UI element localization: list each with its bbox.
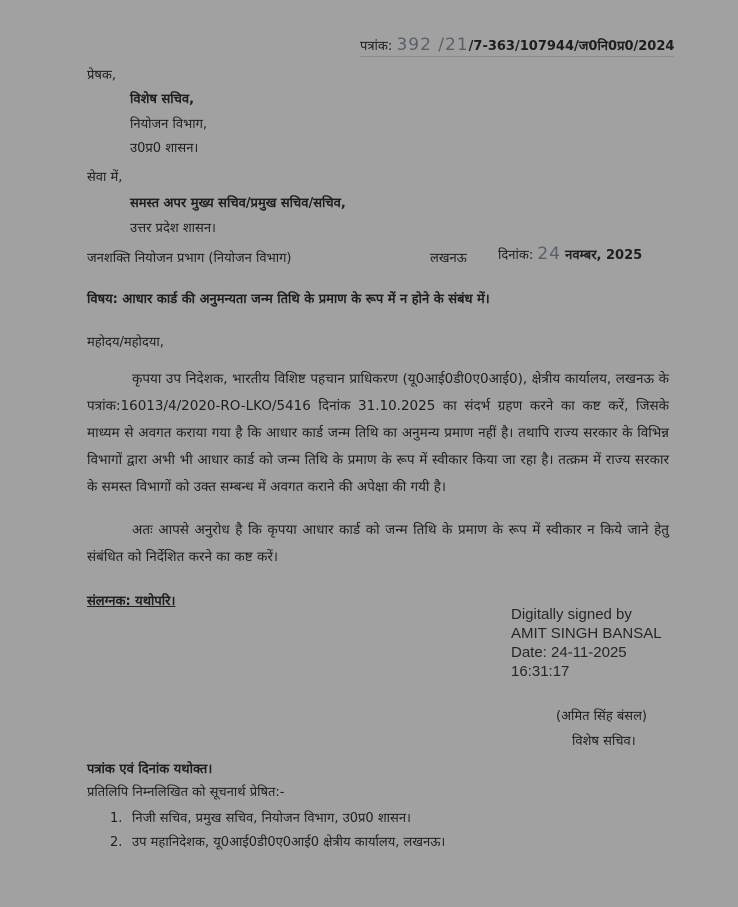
salutation: महोदय/महोदया, <box>87 335 164 350</box>
copy-item-1 <box>110 808 411 826</box>
recipient-line-1: समस्त अपर मुख्य सचिव/प्रमुख सचिव/सचिव, <box>130 196 346 211</box>
recipient-line-2: उत्तर प्रदेश शासन। <box>130 221 216 236</box>
letter-number <box>360 35 674 57</box>
digital-signature-line-1: Digitally signed by <box>511 606 632 623</box>
copy-item-2-number: 2. <box>110 835 123 850</box>
date-label: दिनांक: <box>498 248 534 263</box>
copy-item-1-number: 1. <box>110 811 123 826</box>
letter-number-label: पत्रांक: <box>360 39 393 54</box>
signatory-designation: विशेष सचिव। <box>572 734 636 749</box>
body-paragraph-2-text: अतः आपसे अनुरोध है कि कृपया आधार कार्ड को जन्म तिथि के प्रमाण के रूप में स्वीकार न किये जाने हेतु संबंधित को निर्देशित करने का कष्ट करें। <box>87 522 669 565</box>
body-paragraph-1 <box>87 366 669 501</box>
enclosure: संलग्नक: यथोपरि। <box>87 594 176 609</box>
department: जनशक्ति नियोजन प्रभाग (नियोजन विभाग) <box>87 251 292 266</box>
copy-reference: पत्रांक एवं दिनांक यथोक्त। <box>87 762 213 777</box>
signatory-name: (अमित सिंह बंसल) <box>556 709 647 724</box>
body-paragraph-1-text: कृपया उप निदेशक, भारतीय विशिष्ट पहचान प्राधिकरण (यू0आई0डी0ए0आई0), क्षेत्रीय कार्यालय, लखनऊ के पत्रांक:16013/4/2020-RO-LKO/5416 दिनांक 31.10.2025 का संदर्भ ग्रहण करने का कष्ट करें, जिसके माध्यम से अवगत कराया गया है कि आधार कार्ड जन्म तिथि का अनुमन्य प्रमाण नहीं है। तथापि राज्य सरकार के विभिन्न विभागों द्वारा अभी भी आधार कार्ड को जन्म तिथि के प्रमाण के रूप में स्वीकार किया जा रहा है। तत्क्रम में राज्य सरकार के समस्त विभागों को उक्त सम्बन्ध में अवगत कराने की अपेक्षा की गयी है। <box>87 371 669 495</box>
digital-signature-line-3: Date: 24-11-2025 <box>511 644 627 661</box>
digital-signature-line-2: AMIT SINGH BANSAL <box>511 625 662 642</box>
body-paragraph-2 <box>87 517 669 571</box>
place: लखनऊ <box>430 251 467 266</box>
recipient-label: सेवा में, <box>87 170 123 185</box>
date-handwritten: 24 <box>537 244 561 264</box>
subject: विषय: आधार कार्ड की अनुमन्यता जन्म तिथि के प्रमाण के रूप में न होने के संबंध में। <box>87 292 490 307</box>
sender-line-1: विशेष सचिव, <box>130 92 195 107</box>
date-line <box>498 244 642 264</box>
copy-item-2 <box>110 832 445 850</box>
copy-item-1-text: निजी सचिव, प्रमुख सचिव, नियोजन विभाग, उ0प्र0 शासन। <box>132 811 411 826</box>
copy-intro: प्रतिलिपि निम्नलिखित को सूचनार्थ प्रेषित:- <box>87 785 285 800</box>
sender-label: प्रेषक, <box>87 68 117 83</box>
letter-number-printed: /7-363/107944/ज0नि0प्र0/2024 <box>468 39 675 54</box>
letter-number-handwritten: 392 /21 <box>396 35 469 55</box>
copy-item-2-text: उप महानिदेशक, यू0आई0डी0ए0आई0 क्षेत्रीय कार्यालय, लखनऊ। <box>132 835 446 850</box>
digital-signature-line-4: 16:31:17 <box>511 663 570 680</box>
sender-line-2: नियोजन विभाग, <box>130 117 208 132</box>
digital-signature <box>511 605 662 681</box>
date-rest: नवम्बर, 2025 <box>565 248 643 263</box>
sender-line-3: उ0प्र0 शासन। <box>130 141 199 156</box>
